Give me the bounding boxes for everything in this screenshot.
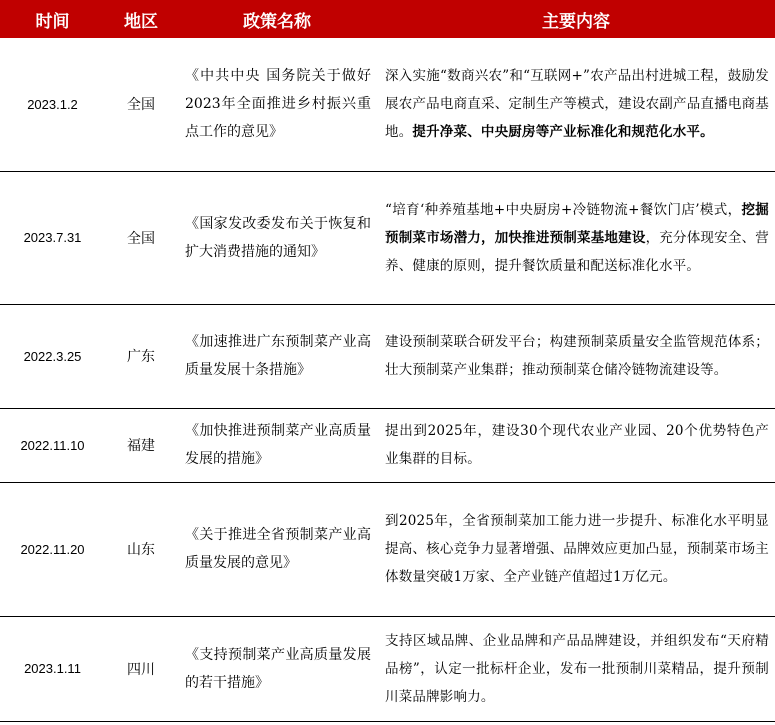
row-main-content — [377, 304, 775, 408]
row-region: 全国 — [105, 171, 177, 304]
content-text: 深入实施“数商兴农”和“互联网+”农产品出村进城工程，鼓励发展农产品电商直采、定制生产等模式，建设农副产品直播电商基地。 — [385, 68, 769, 141]
table-row — [0, 171, 775, 304]
content-emphasis: 挖掘预制菜市场潜力，加快推进预制菜基地建设 — [385, 201, 769, 246]
row-region: 广东 — [105, 304, 177, 408]
row-main-content — [377, 171, 775, 304]
content-text-tail: ，充分体现安全、营养、健康的原则，提升餐饮质量和配送标准化水平。 — [385, 229, 769, 274]
content-text: “培育‘种养殖基地+中央厨房+冷链物流+餐饮门店’模式， — [385, 201, 742, 218]
row-date: 2023.7.31 — [0, 171, 105, 304]
table-row — [0, 304, 775, 408]
content-text: 提出到2025年，建设30个现代农业产业园、20个优势特色产业集群的目标。 — [385, 423, 769, 467]
row-policy-name: 《加速推进广东预制菜产业高质量发展十条措施》 — [177, 304, 377, 408]
table-row — [0, 482, 775, 616]
row-main-content — [377, 616, 775, 721]
row-region: 全国 — [105, 38, 177, 171]
row-main-content — [377, 38, 775, 171]
row-policy-name: 《国家发改委发布关于恢复和扩大消费措施的通知》 — [177, 171, 377, 304]
row-date: 2023.1.11 — [0, 616, 105, 721]
row-region: 福建 — [105, 408, 177, 482]
row-policy-name: 《中共中央 国务院关于做好2023年全面推进乡村振兴重点工作的意见》 — [177, 38, 377, 171]
table-row — [0, 408, 775, 482]
row-region: 四川 — [105, 616, 177, 721]
row-policy-name: 《加快推进预制菜产业高质量发展的措施》 — [177, 408, 377, 482]
table-row — [0, 38, 775, 171]
header-time: 时间 — [0, 0, 105, 38]
content-text: 建设预制菜联合研发平台；构建预制菜质量安全监管规范体系；壮大预制菜产业集群；推动预制菜仓储冷链物流建设等。 — [385, 334, 769, 378]
row-policy-name: 《关于推进全省预制菜产业高质量发展的意见》 — [177, 482, 377, 616]
row-date: 2022.11.10 — [0, 408, 105, 482]
table-row — [0, 616, 775, 721]
table-header-row — [0, 0, 775, 38]
row-date: 2023.1.2 — [0, 38, 105, 171]
row-date: 2022.3.25 — [0, 304, 105, 408]
header-region: 地区 — [105, 0, 177, 38]
row-region: 山东 — [105, 482, 177, 616]
content-text: 到2025年，全省预制菜加工能力进一步提升、标准化水平明显提高、核心竞争力显著增强、品牌效应更加凸显，预制菜市场主体数量突破1万家、全产业链产值超过1万亿元。 — [385, 513, 769, 585]
header-policy-name: 政策名称 — [177, 0, 377, 38]
row-policy-name: 《支持预制菜产业高质量发展的若干措施》 — [177, 616, 377, 721]
content-text: 支持区域品牌、企业品牌和产品品牌建设，并组织发布“天府精品榜”，认定一批标杆企业，发布一批预制川菜精品，提升预制川菜品牌影响力。 — [385, 632, 769, 705]
row-main-content — [377, 482, 775, 616]
row-main-content — [377, 408, 775, 482]
row-date: 2022.11.20 — [0, 482, 105, 616]
content-emphasis: 提升净菜、中央厨房等产业标准化和规范化水平。 — [412, 124, 714, 141]
header-main-content: 主要内容 — [377, 0, 775, 38]
